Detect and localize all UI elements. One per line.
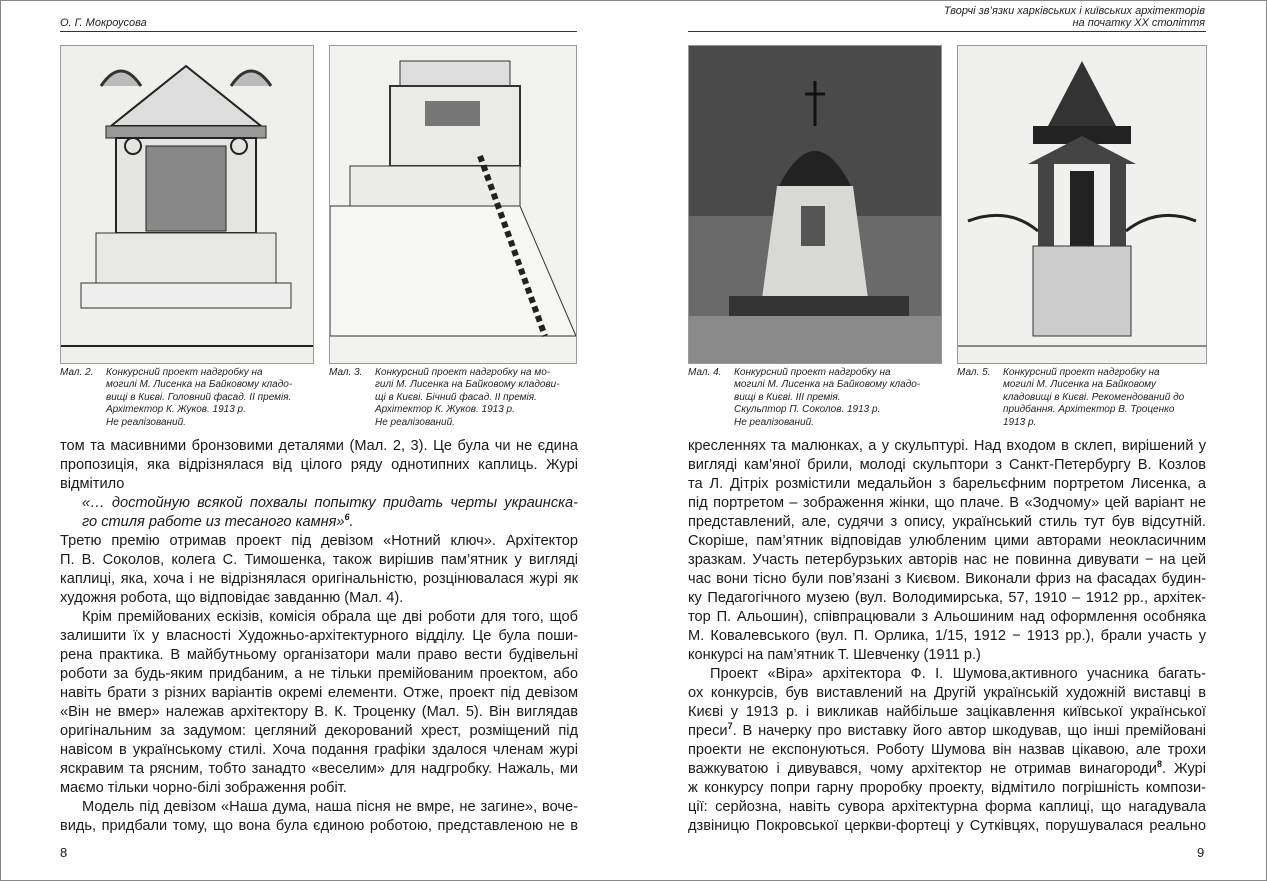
text-line [60, 494, 578, 513]
text-line [688, 817, 1206, 836]
page-number-left: 8 [60, 845, 68, 860]
text-line [60, 741, 578, 760]
figure-5-image [957, 45, 1207, 364]
text-line [60, 665, 578, 684]
body-text-left [60, 437, 578, 836]
text-segment: яскравим та рясним, тобто занадто «веселим» для надгробку. Нажаль, ми [60, 761, 578, 777]
text-segment: Скоріше, пам’ятник відповідав улюбленим цими авторами неокласичним [688, 533, 1206, 549]
text-segment: оригінальним за задумом: цегляний декорований хрест, розміщений під [60, 723, 578, 739]
footnote-ref: 6 [344, 512, 350, 522]
figure-label: Мал. 5. [957, 367, 991, 378]
footnote-ref: 8 [1156, 760, 1162, 769]
caption-line: вищі в Києві. III премія. [734, 391, 841, 403]
text-line [688, 608, 1206, 627]
text-segment: представлений, але, судячи з опису, український стиль тут був відсутній. [688, 514, 1206, 530]
text-line [60, 437, 578, 456]
text-segment: ох конкурсів, був виставлений на Другій українській художній виставці в [688, 685, 1206, 701]
text-segment: П. В. Соколов, колега С. Тимошенка, також вирішив пам’ятник у вигляді [60, 552, 578, 568]
text-line [688, 475, 1206, 494]
text-line [60, 570, 578, 589]
text-segment: рена практика. В майбутньому організатори мали право вести будівельні [60, 647, 578, 663]
caption-line: могилі М. Лисенка на Байковому кладо- [106, 379, 293, 391]
text-segment: . Журі [1161, 761, 1206, 777]
text-segment: Києві у 1913 р. і викликав найбільше зацікавлення київської української [688, 704, 1206, 720]
text-segment: під портретом – зображення жінки, що плаче. В «Зодчому» цей варіант не [688, 495, 1206, 511]
text-line [688, 513, 1206, 532]
text-segment: та Л. Дітріх розмістили медальйон з барельєфним портретом Лисенка, а [688, 476, 1206, 492]
text-line [60, 456, 578, 475]
header-rule-left [60, 31, 577, 32]
text-segment: М. Ковалевського (вул. П. Орлика, 1/15, 1912 − 1913 рр.), брали участь у [688, 628, 1206, 644]
text-segment: навісом в українському стилі. Хоча подання графіки здалося членам журі [60, 742, 578, 758]
text-segment: пропозиція, яка відрізнялася від цілого ряду однотипних каплиць. Журі [60, 457, 578, 473]
text-segment: го стиля работе из тесаного камня» [82, 514, 345, 530]
caption-text [106, 367, 292, 429]
text-segment: видь, придбали тому, що вона була єдиною роботою, представленою не в [60, 818, 578, 834]
text-line [688, 741, 1206, 760]
text-line [60, 646, 578, 665]
caption-line: Не реалізований. [106, 416, 186, 428]
caption-line: Конкурсний проект надгробку на [734, 367, 891, 378]
figure-4-image [688, 45, 942, 364]
text-segment: залишити їх у власності Художньо-архітектурного відділу. Це була поши- [60, 628, 578, 644]
text-segment: важкуватою і дивувався, чому архітектор не отримав винагороди [688, 761, 1157, 777]
text-line [60, 760, 578, 779]
text-segment: Крім премійованих ескізів, комісія обрала ще дві роботи для того, щоб [82, 609, 578, 625]
caption-line: Конкурсний проект надгробку на [106, 367, 263, 378]
figure-label: Мал. 3. [329, 367, 363, 378]
text-segment: . [349, 514, 354, 530]
text-line [688, 760, 1206, 779]
text-segment: ції: серйозна, навіть сувора архітектурна форма каплиці, що нагадувала [688, 799, 1206, 815]
text-segment: . В начерку про виставку його автор шкодував, що інші премійовані [732, 723, 1206, 739]
header-rule-right [688, 31, 1206, 32]
text-segment: відмітило [60, 476, 125, 492]
text-line [60, 608, 578, 627]
text-line [688, 684, 1206, 703]
text-line [60, 532, 578, 551]
caption-line: Не реалізований. [734, 416, 814, 428]
header-title-line: Творчі зв’язки харківських і київських архітекторів [943, 5, 1205, 17]
caption-line: щі в Києві. Бічний фасад. II премія. [375, 391, 537, 403]
caption-line: вищі в Києві. Головний фасад. II премія. [106, 391, 292, 403]
header-title-line: на початку ХХ століття [1072, 17, 1205, 29]
caption-line: Архітектор К. Жуков. 1913 р. [375, 404, 515, 416]
text-line [688, 570, 1206, 589]
caption-text [375, 367, 560, 429]
text-line [60, 722, 578, 741]
text-line [688, 627, 1206, 646]
running-header-title [944, 5, 1205, 29]
text-line [688, 437, 1206, 456]
text-line [688, 532, 1206, 551]
text-segment: вигляді кам’яної брили, молоді скульптори з Санкт-Петербургу В. Козлов [688, 457, 1206, 473]
text-line [688, 456, 1206, 475]
text-segment: том та масивними бронзовими деталями (Мал. 2, 3). Це була чи не єдина [60, 438, 578, 454]
footnote-ref: 7 [727, 722, 733, 731]
tombstone-side-drawing [330, 46, 576, 363]
text-line [60, 513, 578, 532]
text-segment: зразкам. Участь петербурзьких авторів нас не повинна дивувати − на цей [688, 552, 1206, 568]
caption-line: могилі М. Лисенка на Байковому [1003, 379, 1157, 391]
caption-line: придбання. Архітектор В. Троценко [1003, 404, 1175, 416]
tombstone-front-drawing [61, 46, 313, 363]
caption-line: гилі М. Лисенка на Байковому кладови- [375, 379, 560, 391]
text-segment: маємо тільки чорно-білі зображення робіт. [60, 780, 347, 796]
text-segment: конкурсі на пам’ятник Т. Шевченку (1911 р.) [688, 647, 981, 663]
page-number-right: 9 [1197, 845, 1205, 860]
text-segment: проекти не експонуються. Роботу Шумова він назвав цікавою, але трохи [688, 742, 1206, 758]
text-line [60, 779, 578, 798]
text-segment: дзвіницю Покровської церкви-фортеці у Сутківцях, порушувалася реально [688, 818, 1206, 834]
chapel-monument-photo [689, 46, 941, 363]
caption-line: могилі М. Лисенка на Байковому кладо- [734, 379, 921, 391]
caption-text [1003, 367, 1184, 429]
text-segment: преси [688, 723, 728, 739]
text-segment: кресленнях та малюнках, а у скульптурі. Над входом в склеп, вирішений у [688, 438, 1206, 454]
body-text-right [688, 437, 1206, 836]
text-line [60, 817, 578, 836]
text-segment: Модель під девізом «Наша дума, наша пісня не вмре, не загине», воче- [82, 799, 578, 815]
text-line [688, 722, 1206, 741]
text-line [60, 703, 578, 722]
text-line [688, 779, 1206, 798]
text-line [60, 684, 578, 703]
text-line [688, 589, 1206, 608]
caption-line: Архітектор К. Жуков. 1913 р. [106, 404, 246, 416]
canopy-cross-drawing [958, 46, 1206, 363]
caption-line: Конкурсний проект надгробку на [1003, 367, 1160, 378]
text-line [688, 665, 1206, 684]
text-line [60, 798, 578, 817]
running-header-author: О. Г. Мокроусова [60, 17, 147, 29]
text-segment: тор П. Альошин), співпрацювали з Альошиним над оформлення особняка [688, 609, 1206, 625]
text-segment: «… достойную всякой похвалы попытку придать черты украинска- [82, 495, 578, 511]
figure-3-image [329, 45, 577, 364]
caption-line: Конкурсний проект надгробку на мо- [375, 367, 551, 378]
text-line [60, 627, 578, 646]
text-line [688, 494, 1206, 513]
caption-line: Не реалізований. [375, 416, 455, 428]
figure-2-image [60, 45, 314, 364]
text-segment: ж конкурсу попри гарну проробку проекту, відмітило погрішність компози- [688, 780, 1206, 796]
text-segment: роботи за будь-яким придбаним, а не тільки премійованим проектом, або [60, 666, 578, 682]
text-line [60, 551, 578, 570]
text-line [60, 589, 578, 608]
figure-label: Мал. 4. [688, 367, 722, 378]
text-segment: Третю премію отримав проект під девізом «Нотний ключ». Архітектор [60, 533, 578, 549]
text-segment: каплиці, яка, хоча і не відрізнялася оригінальністю, розцінювалася журі як [60, 571, 578, 587]
text-segment: Проект «Віра» архітектора Ф. І. Шумова,активного учасника багать- [710, 666, 1206, 682]
text-segment: художня робота, що відповідає завданню (Мал. 4). [60, 590, 404, 606]
text-line [60, 475, 578, 494]
text-segment: ку Педагогічного музею (вул. Володимирська, 57, 1910 – 1912 рр., архітек- [688, 590, 1206, 606]
figure-label: Мал. 2. [60, 367, 94, 378]
caption-line: кладовищі в Києві. Рекомендований до [1003, 391, 1185, 403]
caption-line: 1913 р. [1003, 416, 1037, 428]
text-line [688, 798, 1206, 817]
text-segment: навіть брати з різних варіантів окремі елементи. Отже, проект під девізом [60, 685, 578, 701]
caption-line: Скульптор П. Соколов. 1913 р. [734, 404, 881, 416]
text-line [688, 703, 1206, 722]
text-segment: час вони тісно були пов’язані з Києвом. Виконали фриз на фасадах будин- [688, 571, 1206, 587]
text-segment: «Він не вмер» належав архітектору В. К. Троценку (Мал. 5). Він виглядав [60, 704, 578, 720]
caption-text [734, 367, 920, 429]
text-line [688, 646, 1206, 665]
text-line [688, 551, 1206, 570]
